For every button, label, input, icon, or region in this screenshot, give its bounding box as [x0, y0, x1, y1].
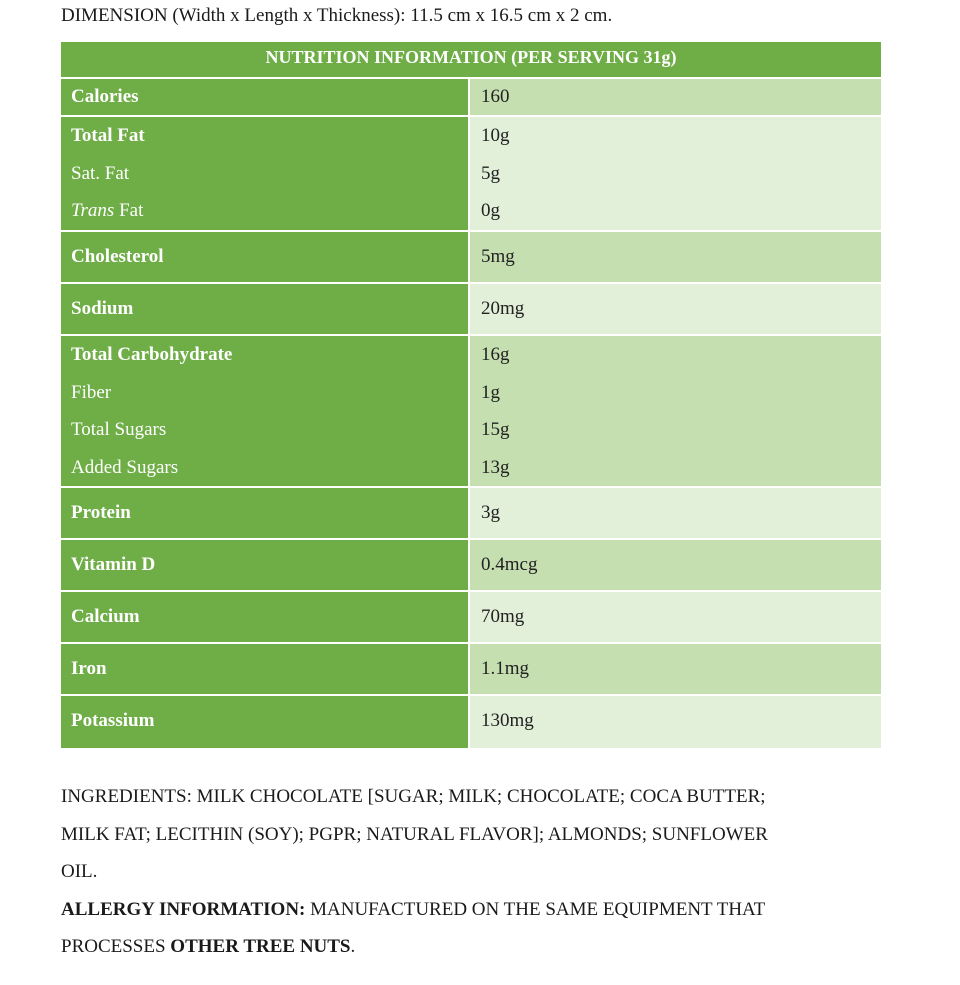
- ingredients-and-allergy: [61, 778, 901, 966]
- row-vitamin-d: [61, 540, 881, 592]
- allergy-line-1: ALLERGY INFORMATION: MANUFACTURED ON THE SAME EQUIPMENT THAT: [61, 898, 766, 920]
- label-protein: Protein: [71, 502, 131, 523]
- value-potassium: 130mg: [481, 710, 534, 731]
- value-iron: 1.1mg: [481, 658, 530, 679]
- value-calories: 160: [481, 86, 510, 107]
- value-sodium: 20mg: [481, 298, 525, 319]
- label-total-sugars: Total Sugars: [71, 419, 167, 440]
- value-trans-fat: 0g: [481, 200, 500, 221]
- dimension-text: DIMENSION (Width x Length x Thickness): 11.5 cm x 16.5 cm x 2 cm.: [61, 5, 613, 26]
- ingredients-line-1: INGREDIENTS: MILK CHOCOLATE [SUGAR; MILK; CHOCOLATE; COCA BUTTER;: [61, 786, 766, 807]
- value-vitamin-d: 0.4mcg: [481, 554, 538, 575]
- row-potassium: [61, 696, 881, 748]
- allergy-label: ALLERGY INFORMATION:: [61, 898, 306, 920]
- value-cholesterol: 5mg: [481, 246, 515, 267]
- value-fiber: 1g: [481, 381, 500, 403]
- label-total-carbohydrate: Total Carbohydrate: [71, 344, 233, 365]
- value-added-sugars: 13g: [481, 456, 510, 478]
- value-calcium: 70mg: [481, 606, 525, 627]
- row-protein: [61, 488, 881, 540]
- label-trans-fat: Trans Fat: [71, 200, 144, 221]
- value-total-carbohydrate: 16g: [481, 344, 510, 365]
- label-total-fat: Total Fat: [71, 125, 145, 146]
- allergy-line-2: PROCESSES OTHER TREE NUTS.: [61, 936, 356, 957]
- label-fiber: Fiber: [71, 381, 112, 403]
- nutrition-table: [61, 42, 881, 748]
- label-calories: Calories: [71, 86, 139, 107]
- allergy-tree-nuts: OTHER TREE NUTS: [170, 936, 351, 957]
- row-calories: [61, 79, 881, 117]
- ingredients-line-2: MILK FAT; LECITHIN (SOY); PGPR; NATURAL FLAVOR]; ALMONDS; SUNFLOWER: [61, 823, 768, 845]
- label-potassium: Potassium: [71, 710, 155, 731]
- row-calcium: [61, 592, 881, 644]
- row-fat-group: [61, 117, 881, 232]
- value-total-fat: 10g: [481, 125, 510, 146]
- value-protein: 3g: [481, 502, 500, 523]
- value-total-sugars: 15g: [481, 419, 510, 440]
- value-sat-fat: 5g: [481, 162, 500, 184]
- label-cholesterol: Cholesterol: [71, 246, 164, 267]
- nutrition-table-header: NUTRITION INFORMATION (PER SERVING 31g): [61, 42, 881, 79]
- ingredients-line-3: OIL.: [61, 861, 98, 882]
- label-iron: Iron: [71, 658, 107, 679]
- row-cholesterol: [61, 232, 881, 284]
- label-calcium: Calcium: [71, 606, 140, 627]
- label-sat-fat: Sat. Fat: [71, 162, 130, 184]
- label-added-sugars: Added Sugars: [71, 456, 179, 478]
- label-sodium: Sodium: [71, 298, 134, 319]
- row-carbohydrate-group: [61, 336, 881, 488]
- row-sodium: [61, 284, 881, 336]
- label-vitamin-d: Vitamin D: [71, 554, 156, 575]
- row-iron: [61, 644, 881, 696]
